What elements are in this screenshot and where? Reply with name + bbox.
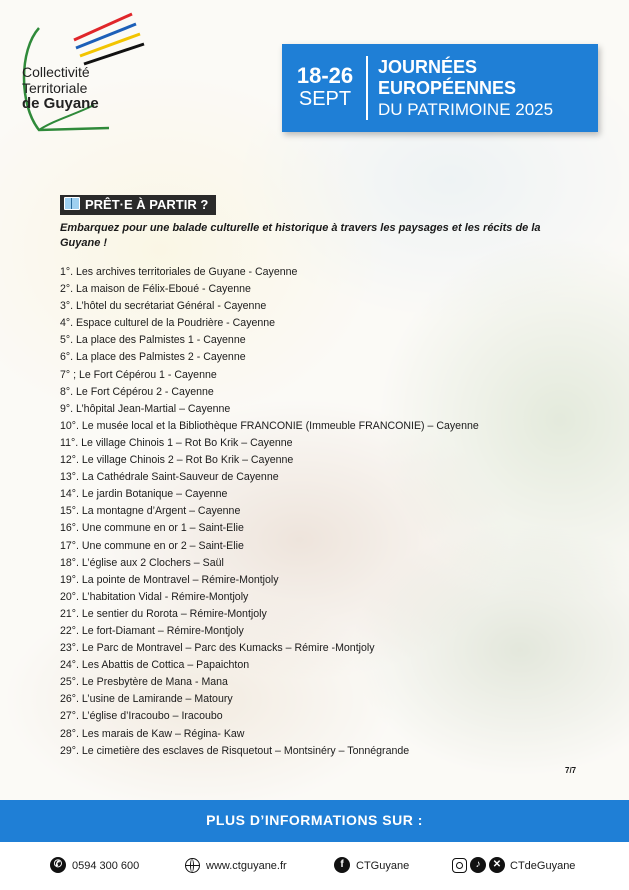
facebook-icon: f [334,857,350,873]
logo-line-2: Territoriale [22,80,88,96]
list-item: 8°. Le Fort Cépérou 2 - Cayenne [60,385,214,398]
list-item: 1°. Les archives territoriales de Guyane - Cayenne [60,266,298,278]
intro-text: Embarquez pour une balade culturelle et historique à travers les paysages et les récits de la Guyane ! [60,222,541,249]
list-item: 25°. Le Presbytère de Mana - Mana [60,676,228,689]
list-item: 22°. Le fort-Diamant – Rémire-Montjoly [60,624,244,637]
list-item: 7° ; Le Fort Cépérou 1 - Cayenne [60,368,217,381]
section-heading [60,195,216,215]
list-item: 29°. Le cimetière des esclaves de Risquetout – Montsinéry – Tonnégrande [60,744,410,757]
list-item: 12°. Le village Chinois 2 – Rot Bo Krik – Cayenne [60,454,294,467]
list-item: 21°. Le sentier du Rorota – Rémire-Montjoly [60,607,267,620]
globe-icon [185,858,200,873]
list-item: 6°. La place des Palmistes 2 - Cayenne [60,351,246,364]
list-item: 5°. La place des Palmistes 1 - Cayenne [60,334,246,347]
section-heading-text: PRÊT·E À PARTIR ? [85,197,209,212]
book-icon [64,197,80,210]
banner-title-2: EUROPÉENNES [378,78,517,98]
list-item: 26°. L’usine de Lamirande – Matoury [60,693,233,706]
banner-month: SEPT [298,88,352,110]
list-item: 15°. La montagne d’Argent – Cayenne [60,505,241,518]
footer-band [0,800,629,842]
page-number: 7/7 [565,766,577,775]
list-item: 3°. L’hôtel du secrétariat Général - Cayenne [60,300,267,313]
list-item: 23°. Le Parc de Montravel – Parc des Kumacks – Rémire -Montjoly [60,642,375,655]
facebook-handle: CTGuyane [356,860,410,872]
website-link: www.ctguyane.fr [206,860,287,872]
contact-website[interactable] [185,857,287,875]
x-icon: ✕ [489,857,505,873]
contact-social[interactable] [452,857,575,875]
banner-dates: 18-26 [296,63,354,88]
event-banner [282,44,598,132]
tiktok-icon: ♪ [470,857,486,873]
list-item: 24°. Les Abattis de Cottica – Papaichton [60,659,250,672]
contact-phone[interactable] [50,857,139,875]
list-item: 4°. Espace culturel de la Poudrière - Cayenne [60,317,276,330]
list-item: 17°. Une commune en or 2 – Saint-Elie [60,539,244,552]
logo-line-1: Collectivité [22,64,90,80]
list-item: 19°. La pointe de Montravel – Rémire-Montjoly [60,573,279,586]
banner-title-1: JOURNÉES [378,57,478,77]
list-item: 2°. La maison de Félix-Eboué - Cayenne [60,283,251,296]
list-item: 11°. Le village Chinois 1 – Rot Bo Krik – Cayenne [60,436,293,449]
sites-list [60,264,479,760]
instagram-icon [452,858,467,873]
banner-title-3: DU PATRIMOINE 2025 [378,100,554,119]
footer-label: PLUS D’INFORMATIONS SUR : [206,812,423,828]
contact-facebook[interactable] [334,857,409,875]
list-item: 18°. L’église aux 2 Clochers – Saül [60,556,224,569]
contact-bar [0,842,629,890]
list-item: 14°. Le jardin Botanique – Cayenne [60,488,228,501]
list-item: 13°. La Cathédrale Saint-Sauveur de Cayenne [60,471,279,484]
list-item: 28°. Les marais de Kaw – Régina- Kaw [60,727,245,740]
ctg-logo [14,10,164,140]
phone-icon: ✆ [50,857,66,873]
social-handle: CTdeGuyane [510,860,576,872]
list-item: 9°. L’hôpital Jean-Martial – Cayenne [60,402,231,415]
list-item: 16°. Une commune en or 1 – Saint-Elie [60,522,244,535]
list-item: 20°. L’habitation Vidal - Rémire-Montjoly [60,590,249,603]
phone-number: 0594 300 600 [72,860,140,872]
logo-line-3: de Guyane [22,95,99,112]
banner-divider [366,56,368,120]
list-item: 27°. L’église d’Iracoubo – Iracoubo [60,710,223,723]
list-item: 10°. Le musée local et la Bibliothèque FRANCONIE (Immeuble FRANCONIE) – Cayenne [60,419,479,432]
